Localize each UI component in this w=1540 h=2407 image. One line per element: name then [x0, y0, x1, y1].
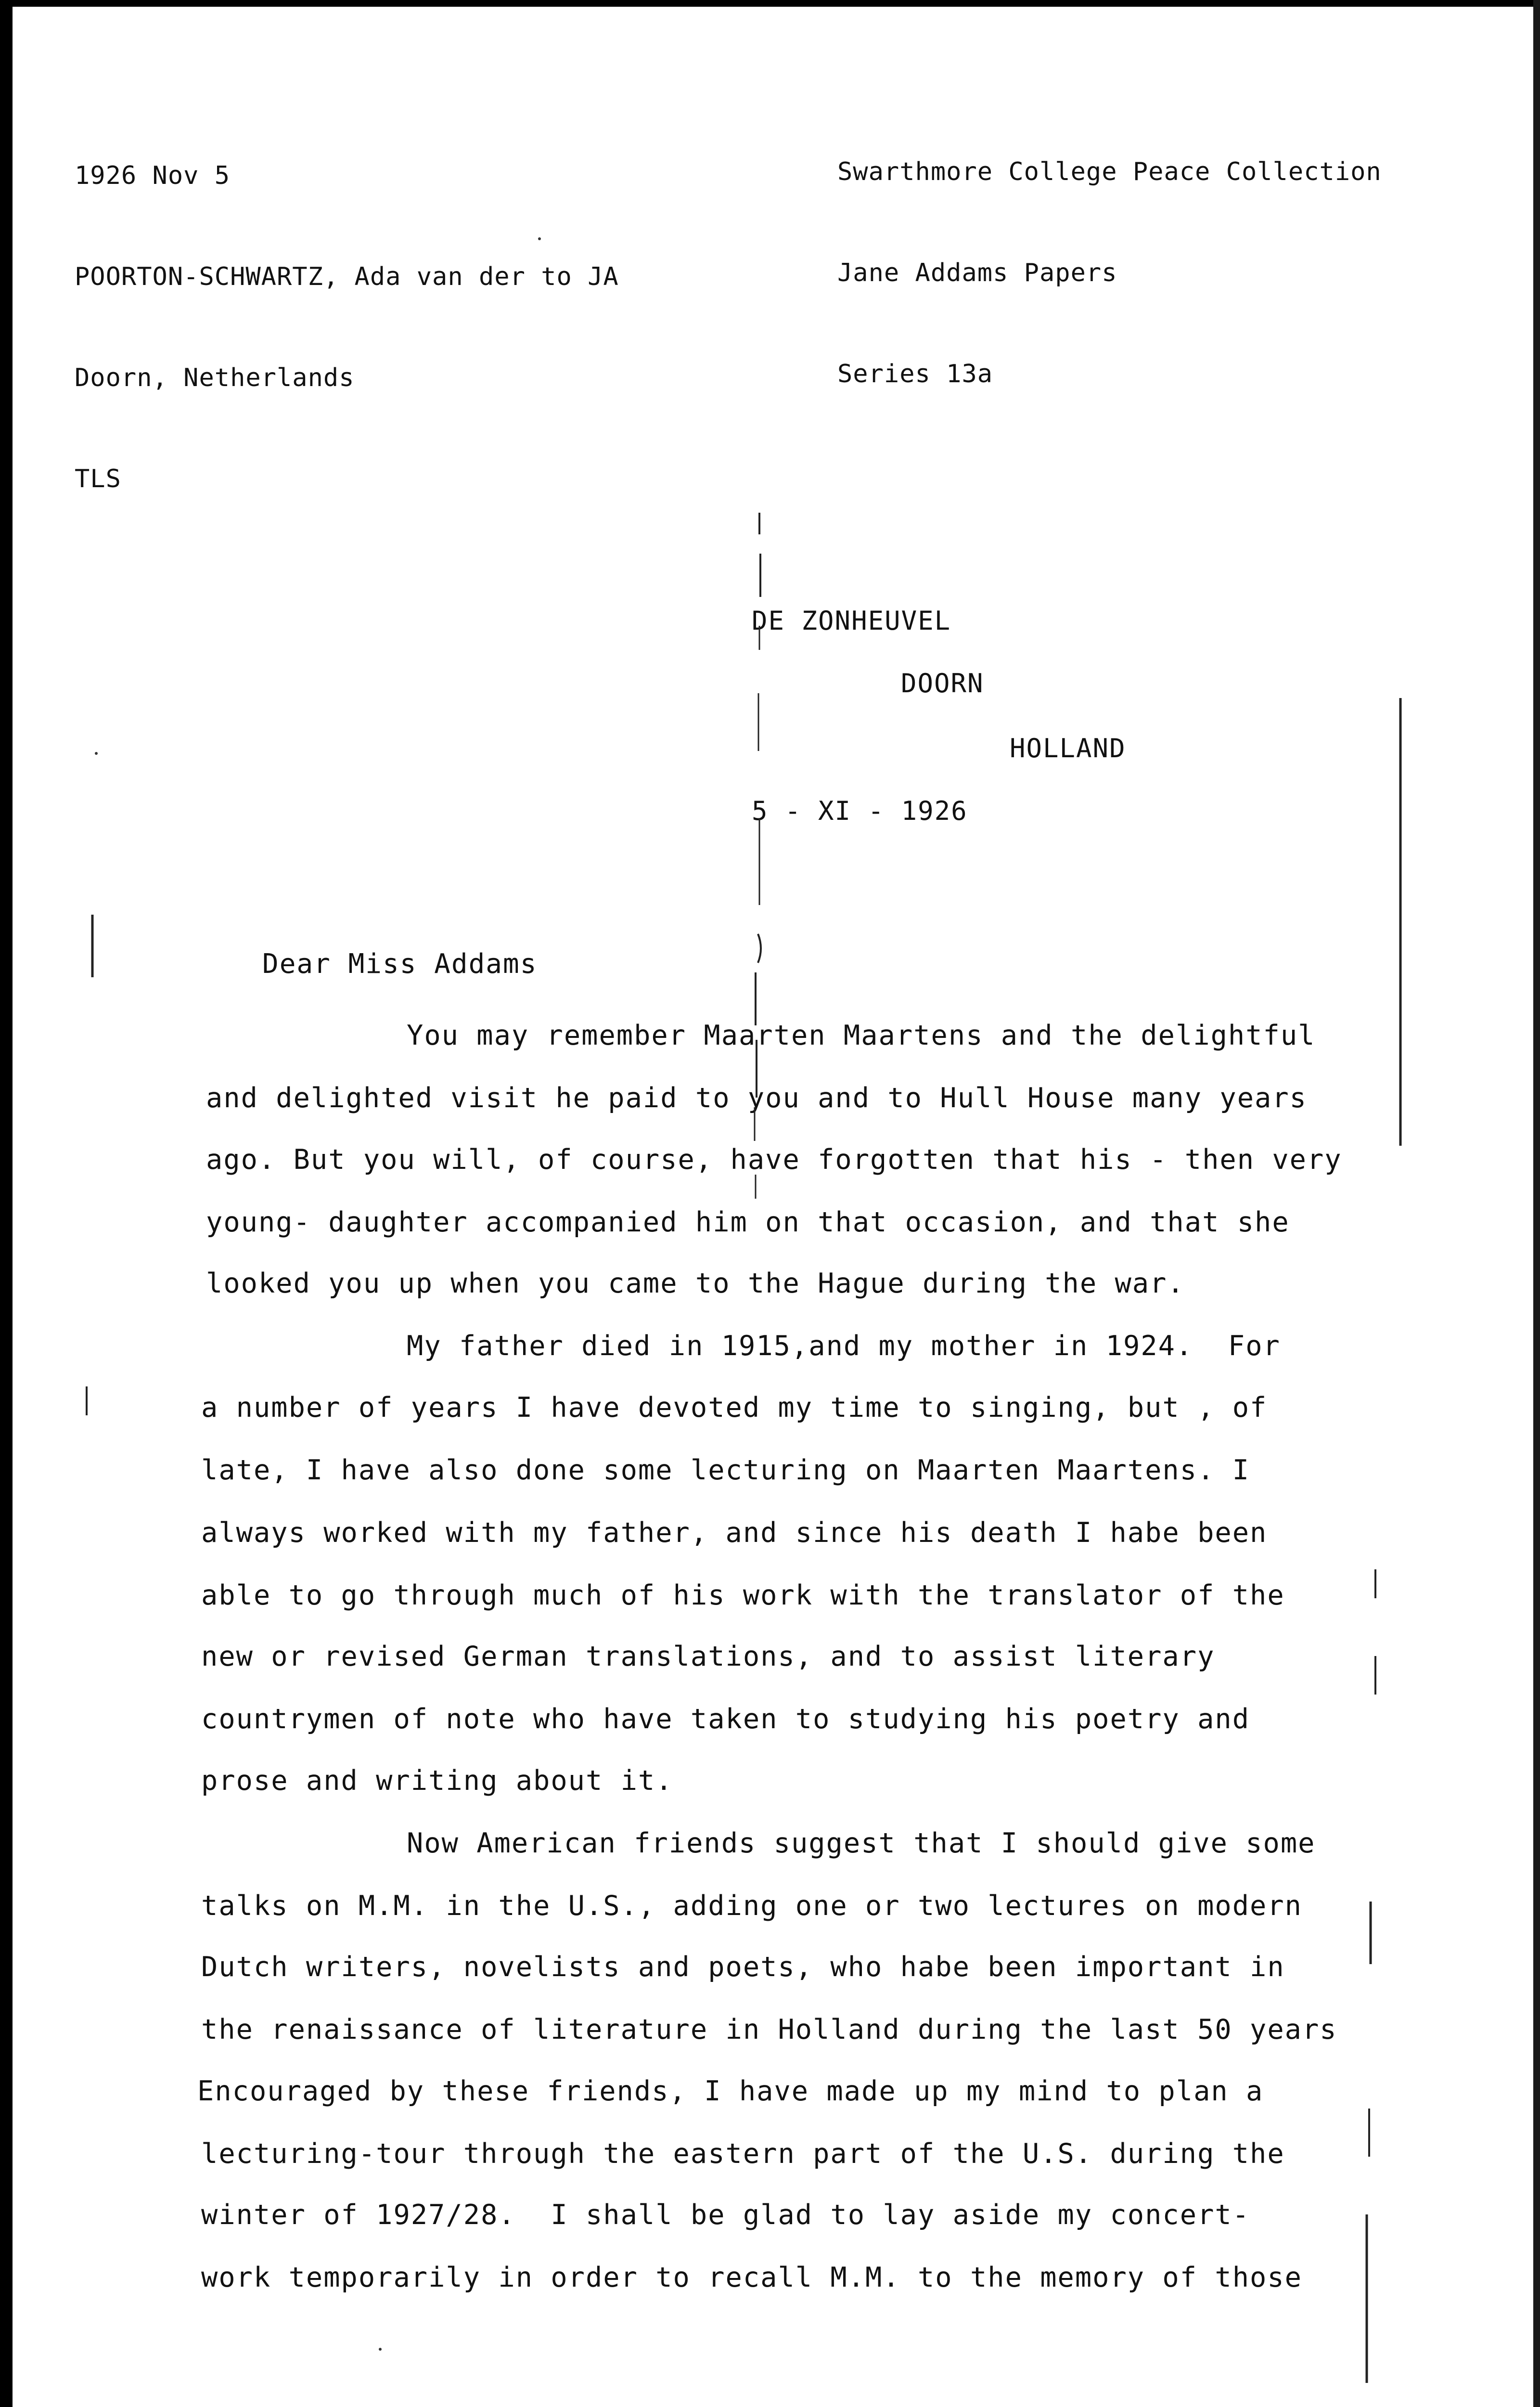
header-papers: Jane Addams Papers	[837, 259, 1117, 287]
body-line: My father died in 1915,and my mother in 1924. For	[407, 1330, 1281, 1362]
header-series: Series 13a	[837, 360, 993, 388]
scan-border-right	[1533, 0, 1540, 2407]
body-line: new or revised German translations, and to assist literary	[201, 1641, 1215, 1672]
body-line: talks on M.M. in the U.S., adding one or two lectures on modern	[201, 1890, 1302, 1922]
header-format: TLS	[75, 465, 121, 493]
letter-salutation: Dear Miss Addams	[262, 948, 538, 980]
scan-border-top	[0, 0, 1540, 7]
speck	[379, 2348, 382, 2351]
body-line: Dutch writers, novelists and poets, who habe been important in	[201, 1951, 1285, 1983]
fold-mark	[758, 934, 761, 963]
speck	[95, 752, 98, 755]
body-line: and delighted visit he paid to you and to Hull House many years	[206, 1082, 1307, 1114]
body-line: looked you up when you came to the Hague during the war.	[206, 1268, 1185, 1299]
archive-header-left	[75, 91, 619, 530]
body-line: always worked with my father, and since his death I habe been	[201, 1517, 1268, 1549]
body-line: able to go through much of his work with the translator of the	[201, 1579, 1285, 1611]
header-collection: Swarthmore College Peace Collection	[837, 157, 1382, 186]
body-line: a number of years I have devoted my time to singing, but , of	[201, 1392, 1268, 1423]
body-line: work temporarily in order to recall M.M. to the memory of those	[201, 2262, 1302, 2293]
body-line: the renaissance of literature in Holland during the last 50 years	[201, 2014, 1337, 2045]
header-place: Doorn, Netherlands	[75, 363, 355, 392]
header-date: 1926 Nov 5	[75, 161, 231, 190]
letterhead-country: HOLLAND	[1010, 733, 1126, 764]
body-line: ago. But you will, of course, have forgotten that his - then very	[206, 1144, 1342, 1176]
body-line: young- daughter accompanied him on that occasion, and that she	[206, 1206, 1290, 1238]
body-line: Encouraged by these friends, I have made up my mind to plan a	[197, 2075, 1264, 2107]
letterhead-house-name: DE ZONHEUVEL	[752, 606, 951, 636]
body-line: late, I have also done some lecturing on Maarten Maartens. I	[201, 1454, 1250, 1486]
archive-header-right	[837, 88, 1382, 425]
body-line: Now American friends suggest that I should give some	[407, 1827, 1316, 1859]
body-line: prose and writing about it.	[201, 1765, 673, 1797]
letter-date: 5 - XI - 1926	[752, 796, 968, 826]
body-line: You may remember Maarten Maartens and the delightful	[407, 1020, 1316, 1051]
body-line: winter of 1927/28. I shall be glad to lay aside my concert-	[201, 2199, 1250, 2231]
body-line: lecturing-tour through the eastern part of the U.S. during the	[201, 2138, 1285, 2170]
body-line: countrymen of note who have taken to studying his poetry and	[201, 1703, 1250, 1735]
header-correspondents: POORTON-SCHWARTZ, Ada van der to JA	[75, 262, 619, 291]
scan-border-left	[0, 0, 13, 2407]
letterhead-town: DOORN	[901, 668, 984, 699]
